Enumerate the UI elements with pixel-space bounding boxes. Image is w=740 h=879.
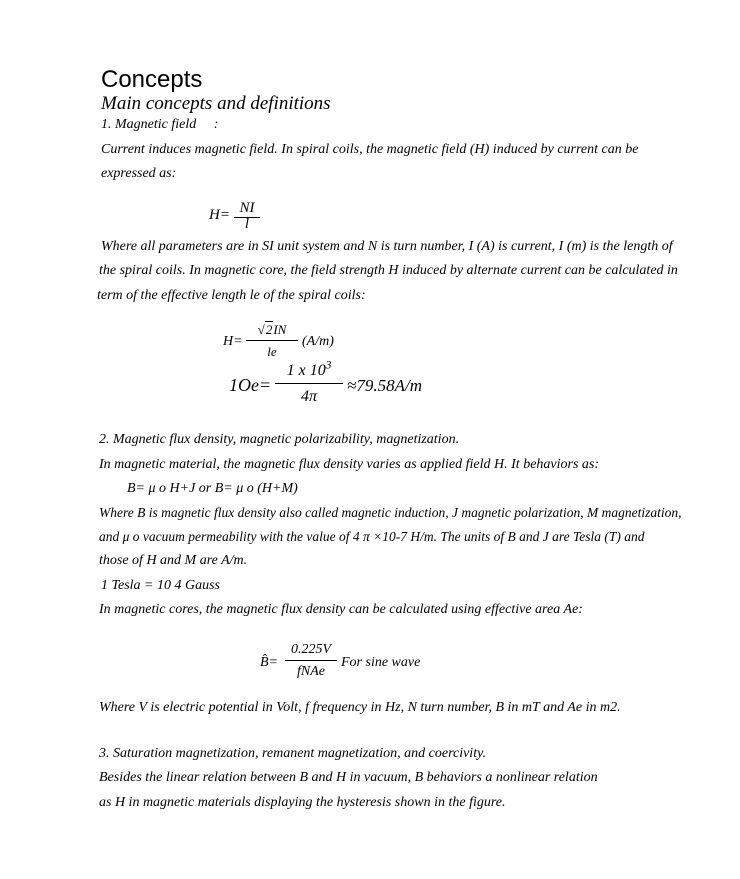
fraction-bar [285, 660, 337, 661]
section-2-para-3: 1 Tesla = 10 4 Gauss [101, 578, 221, 593]
equation-lhs: 1Oe= [229, 375, 272, 395]
equation-lhs: H= [223, 334, 243, 349]
fraction [285, 642, 337, 680]
section-1-para-1b: expressed as: [101, 166, 177, 181]
fraction-numerator: 0.225V [290, 642, 332, 657]
fraction-numerator: NI [239, 200, 255, 216]
section-1-title [101, 117, 218, 133]
equation-lhs: H= [209, 207, 230, 223]
page-subheading: Main concepts and definitions [101, 93, 331, 114]
fraction-denominator: l [244, 216, 250, 232]
section-2-equation-1: B= μ o H+J or B= μ o (H+M) [127, 481, 298, 496]
section-1-para-1a: Current induces magnetic field. In spiral coils, the magnetic field (H) induced by current can be [101, 142, 639, 157]
page-heading: Concepts [101, 66, 203, 93]
equation-unit: (A/m) [302, 334, 334, 349]
fraction-denominator: le [267, 344, 277, 359]
equation-rhs: ≈79.58A/m [347, 376, 422, 395]
section-2-para-5: Where V is electric potential in Volt, f frequency in Hz, N turn number, B in mT and Ae in m2. [99, 700, 621, 715]
section-1-para-2a: Where all parameters are in SI unit system and N is turn number, I (A) is current, I (m) is the length of [101, 239, 673, 254]
section-1-para-2c: term of the effective length le of the spiral coils: [97, 288, 366, 303]
section-2-para-2c: those of H and M are A/m. [99, 553, 248, 568]
fraction [246, 322, 298, 360]
fraction-bar [246, 340, 298, 341]
section-2-para-2b: and μ o vacuum permeability with the value of 4 π ×10-7 H/m. The units of B and J are Tesla (T) and [99, 529, 645, 544]
section-2-para-4: In magnetic cores, the magnetic flux density can be calculated using effective area Ae: [99, 602, 583, 617]
section-2-title: 2. Magnetic flux density, magnetic polarizability, magnetization. [99, 432, 460, 447]
fraction [234, 200, 260, 233]
section-1-title-text: 1. Magnetic field [101, 117, 197, 132]
fraction-bar [275, 383, 343, 384]
fraction [275, 359, 343, 406]
numerator-base: 1 x 10 [286, 362, 326, 379]
section-2-para-1: In magnetic material, the magnetic flux density varies as applied field H. It behaviors as: [99, 457, 600, 472]
equation-lhs: B̂= [260, 655, 278, 670]
numerator-rest: IN [273, 322, 287, 337]
fraction-numerator [246, 322, 298, 338]
section-1-para-2b: the spiral coils. In magnetic core, the field strength H induced by alternate current can be calculated in [99, 263, 678, 278]
square-root: √2 [257, 322, 273, 337]
section-3-para-1b: as H in magnetic materials displaying the hysteresis shown in the figure. [99, 795, 506, 810]
fraction-denominator: 4π [300, 388, 317, 405]
section-3-para-1a: Besides the linear relation between B and H in vacuum, B behaviors a nonlinear relation [99, 770, 598, 785]
section-3-title: 3. Saturation magnetization, remanent magnetization, and coercivity. [99, 746, 487, 761]
fraction-numerator [275, 359, 343, 380]
numerator-exponent: 3 [325, 359, 332, 372]
section-1-title-colon: : [213, 117, 219, 132]
equation-note: For sine wave [341, 655, 421, 670]
fraction-denominator: fNAe [297, 664, 325, 679]
section-2-para-2a: Where B is magnetic flux density also called magnetic induction, J magnetic polarization, M magnetization, [99, 505, 682, 520]
radicand: 2 [265, 322, 273, 337]
